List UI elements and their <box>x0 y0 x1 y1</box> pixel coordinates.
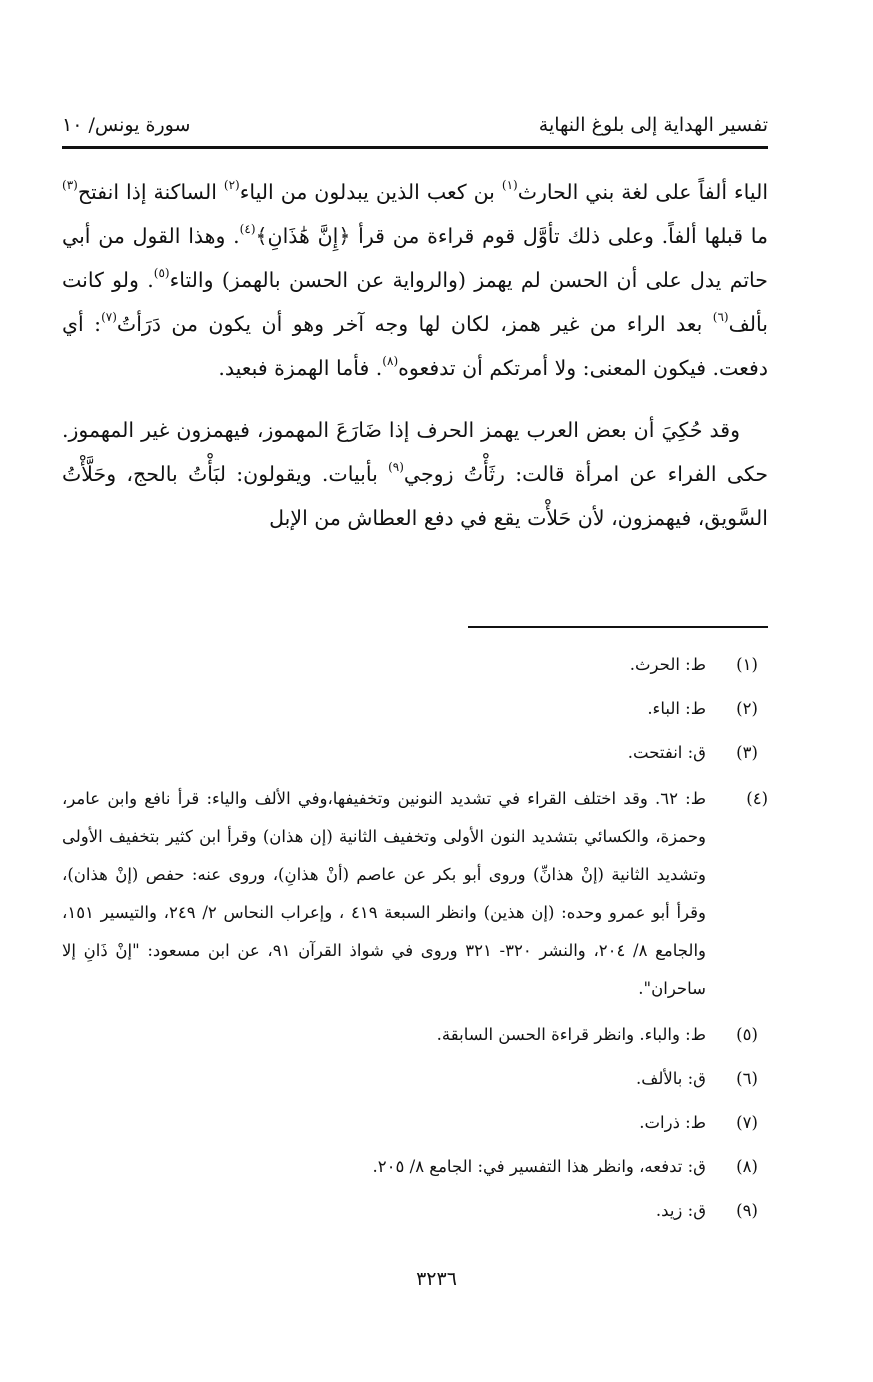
text-run: بن كعب الذين يبدلون من الياء <box>239 180 502 204</box>
footnote-number: (٥) <box>736 1025 758 1044</box>
footnote-text: ق: زيد. <box>655 1201 706 1220</box>
footnote-divider <box>468 626 768 628</box>
footnote-ref-9[interactable]: (٩) <box>388 460 404 474</box>
footnote-number: (١) <box>736 655 758 674</box>
footnote-ref-5[interactable]: (٥) <box>153 266 170 280</box>
text-run: بأبيات. ويقولون: لبَأْتُ بالحج، وحَلَّأْتُ السَّويق، فيهمزون، لأن حَلأْت يقع في دفع العطاش من الإبل <box>62 462 768 530</box>
footnote-number: (٢) <box>736 699 758 718</box>
text-run: . وهذا القول من أبي حاتم يدل على أن الحسن لم يهمز (والرواية عن الحسن بالهمز) والتاء <box>62 224 768 292</box>
paragraph-1 <box>62 170 768 390</box>
book-title: تفسير الهداية إلى بلوغ النهاية <box>538 114 768 136</box>
text-run: بعد الراء من غير همز، لكان لها وجه آخر وهو أن يكون من دَرَأتُ <box>116 312 713 336</box>
text-run: الياء ألفاً على لغة بني الحارث <box>517 180 769 204</box>
main-text <box>62 170 768 540</box>
footnote-text: ط: ذرات. <box>639 1113 706 1132</box>
text-run: ما قبلها ألفاً. وعلى ذلك تأوَّل قوم قراءة من قرأ ﴿إِنَّ هَٰذَانِ﴾ <box>255 224 768 248</box>
footnote-item <box>62 736 768 770</box>
running-header <box>62 110 768 144</box>
footnote-text: ق: تدفعه، وانظر هذا التفسير في: الجامع ٨/ ٢٠٥. <box>372 1157 706 1176</box>
paragraph-2 <box>62 408 768 540</box>
header-divider <box>62 146 768 149</box>
footnote-ref-4[interactable]: (٤) <box>239 222 256 236</box>
footnote-item <box>62 1062 768 1096</box>
surah-reference: سورة يونس/ ١٠ <box>62 114 191 136</box>
footnote-text: ط: الحرث. <box>629 655 706 674</box>
footnote-text: ط: الباء. <box>647 699 706 718</box>
footnote-item <box>62 780 768 1008</box>
text-run: . ولو كانت بألف <box>62 268 768 336</box>
text-run: وقد حُكِيَ أن بعض العرب يهمز الحرف إذا ضَارَعَ المهموز، فيهمزون غير المهموز. حكى الفراء عن امرأة قالت: رثَأْتُ زوجي <box>62 418 768 486</box>
footnote-number: (٧) <box>736 1113 758 1132</box>
footnote-item <box>62 648 768 682</box>
footnote-text: ط: والباء. وانظر قراءة الحسن السابقة. <box>436 1025 706 1044</box>
text-run: : أي دفعت. فيكون المعنى: ولا أمرتكم أن تدفعوه <box>62 312 768 380</box>
footnote-number: (٩) <box>736 1201 758 1220</box>
footnote-text: ق: انفتحت. <box>627 743 706 762</box>
footnote-number: (٤) <box>746 789 768 808</box>
footnote-number: (٨) <box>736 1157 758 1176</box>
footnote-ref-6[interactable]: (٦) <box>712 310 729 324</box>
footnote-item <box>62 1150 768 1184</box>
footnote-ref-1[interactable]: (١) <box>501 178 518 192</box>
footnote-item <box>62 1194 768 1228</box>
footnote-ref-3[interactable]: (٣) <box>62 178 78 192</box>
footnote-number: (٦) <box>736 1069 758 1088</box>
footnote-text: ط: ٦٢. وقد اختلف القراء في تشديد النونين وتخفيفها،وفي الألف والياء: قرأ نافع وابن عامر، وحمزة، والكسائي بتشديد النون الأولى وتخفيف الثانية (إن هذان) وقرأ ابن كثير بتخفيف الأولى وتشديد الثانية (إنْ هذانِّ) وروى أبو بكر عن عاصم (أنْ هذانِ)، وروى عنه: حفص (إنْ هذان)، وقرأ أبو عمرو وحده: (إن هذين) وانظر السبعة ٤١٩ ، وإعراب النحاس ٢/ ٢٤٩، والتيسير ١٥١، والجامع ٨/ ٢٠٤، والنشر ٣٢٠- ٣٢١ وروى في شواذ القرآن ٩١، عن ابن مسعود: "إنْ ذَانِ إلا ساحران". <box>62 789 707 998</box>
text-run: . فأما الهمزة فبعيد. <box>218 356 383 380</box>
footnote-ref-2[interactable]: (٢) <box>223 178 240 192</box>
footnote-text: ق: بالألف. <box>636 1069 706 1088</box>
text-run: الساكنة إذا انفتح <box>77 180 224 204</box>
footnote-ref-8[interactable]: (٨) <box>382 354 399 368</box>
footnote-item <box>62 1106 768 1140</box>
footnote-item <box>62 692 768 726</box>
page-number: ٣٢٣٦ <box>416 1268 457 1290</box>
footnote-ref-7[interactable]: (٧) <box>101 310 117 324</box>
footnote-number: (٣) <box>736 743 758 762</box>
footnotes <box>62 648 768 1238</box>
footnote-item <box>62 1018 768 1052</box>
